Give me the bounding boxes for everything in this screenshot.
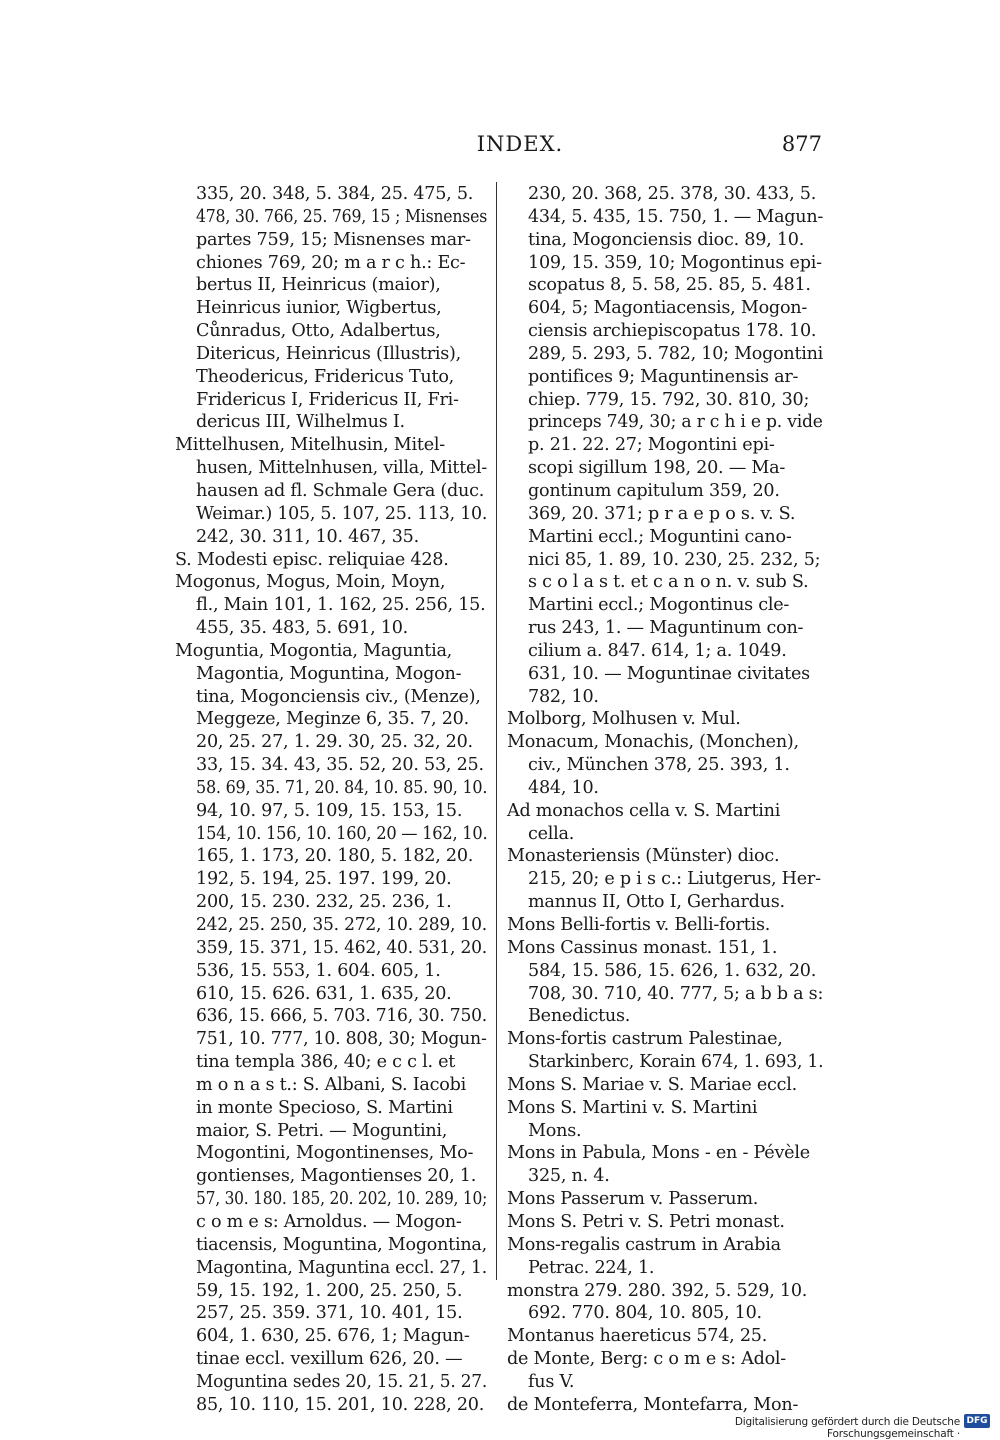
- index-entry-headword: Mons Cassinus monast. 151, 1.: [507, 937, 778, 958]
- index-entry-continuation: 604, 1. 630, 25. 676, 1; Magun-: [196, 1326, 470, 1347]
- index-entry-headword: S. Modesti episc. reliquiae 428.: [175, 549, 449, 570]
- index-entry-continuation: chiep. 779, 15. 792, 30. 810, 30;: [528, 389, 810, 410]
- index-entry-continuation: s c o l a s t. et c a n o n. v. sub S.: [528, 572, 809, 593]
- index-entry-continuation: tinae eccl. vexillum 626, 20. —: [196, 1349, 463, 1370]
- index-entry-continuation: gontienses, Magontienses 20, 1.: [196, 1166, 477, 1187]
- index-entry-headword: Moguntia, Mogontia, Maguntia,: [175, 640, 453, 661]
- index-entry-continuation: Magontina, Maguntina eccl. 27, 1.: [196, 1257, 487, 1278]
- index-entry-headword: Mons in Pabula, Mons - en - Pévèle: [507, 1143, 810, 1164]
- index-entry-continuation: tina, Mogonciensis civ., (Menze),: [196, 686, 481, 707]
- index-entry-continuation: ciensis archiepiscopatus 178. 10.: [528, 321, 817, 342]
- index-entry-headword: Mons-fortis castrum Palestinae,: [507, 1029, 783, 1050]
- index-entry-continuation: 165, 1. 173, 20. 180, 5. 182, 20.: [196, 846, 474, 867]
- page-number: 877: [781, 132, 822, 156]
- index-column-right: [507, 183, 823, 1417]
- index-entry-continuation: Moguntina sedes 20, 15. 21, 5. 27.: [196, 1371, 488, 1392]
- index-entry-continuation: 455, 35. 483, 5. 691, 10.: [196, 618, 408, 639]
- index-entry-continuation: 20, 25. 27, 1. 29. 30, 25. 32, 20.: [196, 732, 473, 753]
- index-entry-continuation: 230, 20. 368, 25. 378, 30. 433, 5.: [528, 184, 817, 204]
- index-entry-continuation: 484, 10.: [528, 777, 599, 798]
- index-entry-headword: Ad monachos cella v. S. Martini: [507, 800, 781, 821]
- index-entry-continuation: Ditericus, Heinricus (Illustris),: [196, 343, 461, 364]
- index-entry-continuation: p. 21. 22. 27; Mogontini epi-: [528, 435, 775, 456]
- column-divider: [496, 182, 497, 1280]
- index-entry-continuation: 359, 15. 371, 15. 462, 40. 531, 20.: [196, 937, 487, 958]
- index-entry-continuation: tiacensis, Moguntina, Mogontina,: [196, 1234, 487, 1255]
- index-entry-continuation: 434, 5. 435, 15. 750, 1. — Magun-: [528, 206, 824, 227]
- index-entry-continuation: 257, 25. 359. 371, 10. 401, 15.: [196, 1303, 463, 1324]
- index-entry-continuation: scopatus 8, 5. 58, 25. 85, 5. 481.: [528, 275, 811, 296]
- index-entry-headword: monstra 279. 280. 392, 5. 529, 10.: [507, 1280, 808, 1301]
- index-entry-continuation: 109, 15. 359, 10; Mogontinus epi-: [528, 252, 822, 273]
- index-entry-headword: Mons S. Mariae v. S. Mariae eccl.: [507, 1074, 797, 1095]
- index-entry-continuation: cella.: [528, 823, 575, 844]
- index-entry-headword: Mogonus, Mogus, Moin, Moyn,: [175, 572, 446, 593]
- index-entry-continuation: scopi sigillum 198, 20. — Ma-: [528, 458, 786, 479]
- index-entry-continuation: princeps 749, 30; a r c h i e p. vide: [528, 412, 823, 433]
- index-entry-continuation: 242, 30. 311, 10. 467, 35.: [196, 526, 419, 547]
- index-entry-continuation: 94, 10. 97, 5. 109, 15. 153, 15.: [196, 800, 463, 821]
- index-entry-continuation: maior, S. Petri. — Moguntini,: [196, 1120, 448, 1141]
- index-entry-continuation: 33, 15. 34. 43, 35. 52, 20. 53, 25.: [196, 755, 484, 776]
- index-entry-continuation: Meggeze, Meginze 6, 35. 7, 20.: [196, 709, 469, 730]
- index-entry-continuation: 782, 10.: [528, 686, 599, 707]
- index-entry-headword: Mons Belli-fortis v. Belli-fortis.: [507, 915, 771, 935]
- index-entry-headword: de Monte, Berg: c o m e s: Adol-: [507, 1349, 786, 1370]
- index-entry-continuation: bertus II, Heinricus (maior),: [196, 275, 441, 296]
- index-entry-continuation: Theodericus, Fridericus Tuto,: [196, 366, 455, 387]
- index-entry-continuation: Benedictus.: [528, 1006, 631, 1027]
- index-entry-headword: Monacum, Monachis, (Monchen),: [507, 732, 799, 753]
- index-entry-continuation: dericus III, Wilhelmus I.: [196, 412, 405, 433]
- index-entry-continuation: 751, 10. 777, 10. 808, 30; Mogun-: [196, 1029, 487, 1050]
- index-entry-continuation: 631, 10. — Moguntinae civitates: [528, 663, 810, 684]
- index-entry-continuation: 536, 15. 553, 1. 604. 605, 1.: [196, 960, 441, 981]
- index-entry-continuation: 604, 5; Magontiacensis, Mogon-: [528, 298, 808, 319]
- index-entry-continuation: 200, 15. 230. 232, 25. 236, 1.: [196, 892, 452, 913]
- index-entry-continuation: gontinum capitulum 359, 20.: [528, 480, 780, 501]
- index-entry-continuation: pontifices 9; Maguntinensis ar-: [528, 366, 799, 387]
- index-entry-headword: Molborg, Molhusen v. Mul.: [507, 709, 741, 730]
- index-entry-continuation: Fridericus I, Fridericus II, Fri-: [196, 389, 459, 410]
- page-title: INDEX.: [476, 132, 564, 156]
- index-entry-headword: Mons-regalis castrum in Arabia: [507, 1234, 781, 1255]
- index-entry-continuation: nici 85, 1. 89, 10. 230, 25. 232, 5;: [528, 549, 821, 570]
- index-entry-continuation: 192, 5. 194, 25. 197. 199, 20.: [196, 869, 452, 890]
- index-entry-continuation: husen, Mittelnhusen, villa, Mittel-: [196, 458, 487, 479]
- index-entry-continuation: 636, 15. 666, 5. 703. 716, 30. 750.: [196, 1006, 487, 1027]
- index-entry-continuation: partes 759, 15; Misnenses mar-: [196, 229, 471, 250]
- index-entry-headword: Mittelhusen, Mitelhusin, Mitel-: [175, 435, 445, 456]
- index-entry-continuation: 610, 15. 626. 631, 1. 635, 20.: [196, 983, 452, 1004]
- index-entry-continuation: 58. 69, 35. 71, 20. 84, 10. 85. 90, 10.: [196, 777, 488, 798]
- index-entry-continuation: in monte Specioso, S. Martini: [196, 1097, 453, 1118]
- index-entry-continuation: Weimar.) 105, 5. 107, 25. 113, 10.: [196, 503, 488, 524]
- index-entry-continuation: 369, 20. 371; p r a e p o s. v. S.: [528, 503, 796, 524]
- index-entry-continuation: 584, 15. 586, 15. 626, 1. 632, 20.: [528, 960, 817, 981]
- index-entry-continuation: Heinricus iunior, Wigbertus,: [196, 298, 442, 319]
- index-entry-continuation: Martini eccl.; Moguntini cano-: [528, 526, 792, 547]
- index-entry-continuation: 154, 10. 156, 10. 160, 20 — 162, 10.: [196, 823, 488, 844]
- index-entry-headword: Montanus haereticus 574, 25.: [507, 1326, 768, 1347]
- index-entry-continuation: fus V.: [528, 1371, 575, 1392]
- index-entry-continuation: Starkinberc, Korain 674, 1. 693, 1.: [528, 1052, 824, 1073]
- index-entry-continuation: Magontia, Moguntina, Mogon-: [196, 663, 462, 684]
- index-entry-continuation: hausen ad fl. Schmale Gera (duc.: [196, 480, 485, 501]
- index-entry-continuation: 325, n. 4.: [528, 1166, 610, 1187]
- dfg-logo-icon: DFG: [964, 1414, 990, 1428]
- index-entry-continuation: 692. 770. 804, 10. 805, 10.: [528, 1303, 762, 1324]
- index-entry-continuation: tina templa 386, 40; e c c l. et: [196, 1052, 456, 1073]
- index-entry-continuation: Mogontini, Mogontinenses, Mo-: [196, 1143, 474, 1164]
- index-entry-headword: Monasteriensis (Münster) dioc.: [507, 846, 780, 867]
- index-entry-continuation: tina, Mogonciensis dioc. 89, 10.: [528, 229, 805, 250]
- index-column-left: [175, 183, 487, 1417]
- index-entry-continuation: 59, 15. 192, 1. 200, 25. 250, 5.: [196, 1280, 463, 1301]
- index-entry-continuation: Mons.: [528, 1120, 582, 1141]
- index-entry-continuation: cilium a. 847. 614, 1; a. 1049.: [528, 640, 787, 661]
- index-entry-headword: Mons Passerum v. Passerum.: [507, 1189, 759, 1210]
- index-entry-continuation: Cůnradus, Otto, Adalbertus,: [196, 321, 441, 342]
- index-entry-continuation: civ., München 378, 25. 393, 1.: [528, 755, 790, 776]
- index-entry-continuation: fl., Main 101, 1. 162, 25. 256, 15.: [196, 595, 486, 616]
- index-entry-continuation: chiones 769, 20; m a r c h.: Ec-: [196, 252, 466, 273]
- index-entry-continuation: c o m e s: Arnoldus. — Mogon-: [196, 1211, 462, 1232]
- index-entry-continuation: 289, 5. 293, 5. 782, 10; Mogontini: [528, 343, 824, 364]
- index-entry-continuation: rus 243, 1. — Maguntinum con-: [528, 618, 804, 639]
- index-entry-continuation: 242, 25. 250, 35. 272, 10. 289, 10.: [196, 915, 487, 935]
- index-entry-continuation: m o n a s t.: S. Albani, S. Iacobi: [196, 1074, 466, 1095]
- digitization-credit: Digitalisierung gefördert durch die Deutsche Forschungsgemeinschaft ·: [734, 1416, 960, 1440]
- index-entry-headword: Mons S. Martini v. S. Martini: [507, 1097, 758, 1118]
- index-entry-continuation: mannus II, Otto I, Gerhardus.: [528, 892, 785, 913]
- index-entry-continuation: 215, 20; e p i s c.: Liutgerus, Her-: [528, 869, 821, 890]
- index-entry-continuation: 478, 30. 766, 25. 769, 15 ; Misnenses: [196, 206, 488, 227]
- index-entry-continuation: 57, 30. 180. 185, 20. 202, 10. 289, 10;: [196, 1189, 488, 1210]
- index-entry-headword: Mons S. Petri v. S. Petri monast.: [507, 1211, 785, 1232]
- index-entry-headword: de Monteferra, Montefarra, Mon-: [507, 1394, 799, 1415]
- index-entry-continuation: Martini eccl.; Mogontinus cle-: [528, 595, 790, 616]
- index-entry-continuation: 85, 10. 110, 15. 201, 10. 228, 20.: [196, 1394, 485, 1415]
- index-entry-continuation: Petrac. 224, 1.: [528, 1257, 655, 1278]
- index-entry-continuation: 708, 30. 710, 40. 777, 5; a b b a s:: [528, 983, 824, 1004]
- index-entry-continuation: 335, 20. 348, 5. 384, 25. 475, 5.: [196, 184, 474, 204]
